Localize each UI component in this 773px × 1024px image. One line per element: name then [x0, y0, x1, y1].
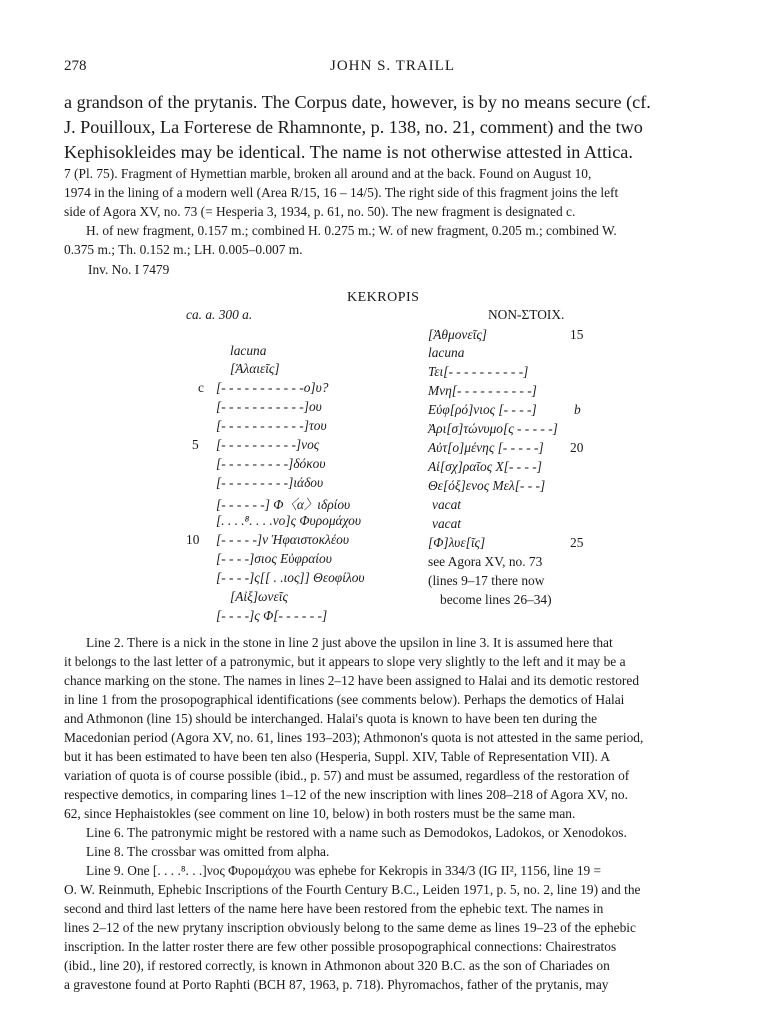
entry-line: 7 (Pl. 75). Fragment of Hymettian marble, broken all around and at the back. Found on August 10,: [64, 166, 592, 181]
inscription-line: [Αἰξ]ωνεῖς: [230, 589, 288, 604]
intro-line: J. Pouilloux, La Forterese de Rhamnonte, p. 138, no. 21, comment) and the two: [64, 117, 643, 137]
commentary-line2: [64, 633, 710, 994]
inscription-line: Μνη[- - - - - - - - - -]: [428, 383, 537, 398]
commentary-text: lines 2–12 of the new prytany inscription obviously belong to the same deme as lines 19–23 of the ephebic: [64, 920, 636, 935]
commentary-text: chance marking on the stone. The names in lines 2–12 have been assigned to Halai and its demotic restored: [64, 673, 640, 688]
commentary-text: O. W. Reinmuth, Ephebic Inscriptions of the Fourth Century B.C., Leiden 1971, p. 5, no. 2, line 19) and the: [64, 882, 641, 897]
commentary-text: in line 1 from the prosopographical identifications (see comments below). Perhaps the demotics of Halai: [64, 692, 625, 707]
commentary-text: Macedonian period (Agora XV, no. 61, lines 193–203); Athmonon's quota is not attested in the same period,: [64, 730, 644, 745]
line-number: 20: [570, 440, 584, 455]
inscription-style: NON-ΣΤΟΙΧ.: [488, 307, 565, 322]
inscription-line: [Φ]λυε[ῖς]: [428, 535, 486, 550]
line-number: c: [198, 380, 204, 395]
commentary-text: (ibid., line 20), if restored correctly, is known in Athmonon about 320 B.C. as the son of Chariades on: [64, 958, 610, 973]
inscription-line: Αἰ[σχ]ραῖος Χ[- - - -]: [428, 459, 542, 474]
commentary-text: but it has been estimated to have been ten also (Hesperia, Suppl. XIV, Table of Representation VII). A: [64, 749, 611, 764]
intro-line: Kephisokleides may be identical. The name is not otherwise attested in Attica.: [64, 142, 633, 162]
entry-line: 1974 in the lining of a modern well (Area R/15, 16 – 14/5). The right side of this fragment joins the left: [64, 185, 619, 200]
inscription-line: lacuna: [428, 345, 465, 360]
entry-description: [64, 164, 710, 259]
inscription-line: [- - - - - - - - -]δόκου: [216, 456, 326, 471]
commentary-text: 62, since Hephaistokles (see comment on line 10, below) in both rosters must be the same man.: [64, 806, 576, 821]
inventory-number: Inv. No. I 7479: [88, 262, 170, 277]
running-head: JOHN S. TRAILL: [330, 58, 455, 74]
intro-paragraph: [64, 90, 710, 165]
commentary-text: Line 9. One [. . . .⁸. . .]νος Φυρομάχου was ephebe for Kekropis in 334/3 (IG II², 1156, line 19 =: [86, 863, 602, 878]
fragment-note: b: [574, 402, 581, 417]
inscription-line: see Agora XV, no. 73: [428, 554, 543, 569]
commentary-text: a gravestone found at Porto Raphti (BCH 87, 1963, p. 718). Phyromachos, father of the prytanis, may: [64, 977, 609, 992]
inscription-title: KEKROPIS: [347, 290, 420, 305]
page-number: 278: [64, 58, 87, 74]
inscription-line: [- - - - - - - - - - -ο]υ?: [216, 380, 329, 395]
commentary-text: and Athmonon (line 15) should be interchanged. Halai's quota is known to have been ten during the: [64, 711, 598, 726]
inscription-line: vacat: [432, 516, 461, 531]
entry-measurements: H. of new fragment, 0.157 m.; combined H. 0.275 m.; W. of new fragment, 0.205 m.; combined W.: [86, 223, 617, 238]
inscription-line: [- - - - - - - - -]ιάδου: [216, 475, 324, 490]
inscription-line: Εὐφ[ρό]νιος [- - - -]: [428, 402, 537, 417]
inscription-line: [- - - -]ς Φ[- - - - - -]: [216, 608, 328, 623]
inscription-line: [Ἀθμονεῖς]: [428, 327, 487, 342]
inscription-line: become lines 26–34): [440, 592, 552, 607]
inscription-line: Ἀρι[σ]τώνυμο[ς - - - - -]: [428, 421, 558, 436]
entry-line: side of Agora XV, no. 73 (= Hesperia 3, 1934, p. 61, no. 50). The new fragment is designated c.: [64, 204, 576, 219]
entry-measurements: 0.375 m.; Th. 0.152 m.; LH. 0.005–0.007 m.: [64, 242, 303, 257]
line-number: 10: [186, 532, 200, 547]
inscription-line: vacat: [432, 497, 461, 512]
inscription-line: Αὐτ[ο]μένης [- - - - -]: [428, 440, 544, 455]
commentary-text: variation of quota is of course possible (ibid., p. 57) and must be assumed, regardless of the restoration of: [64, 768, 630, 783]
commentary-text: second and third last letters of the name here have been restored from the ephebic text. The names in: [64, 901, 604, 916]
inscription-line: [- - - - - - - - - - -]του: [216, 418, 327, 433]
inscription-line: Θε[όξ]ενος Μελ[- - -]: [428, 478, 546, 493]
line-number: 25: [570, 535, 584, 550]
inscription-line: Τει[- - - - - - - - - -]: [428, 364, 529, 379]
inscription-line: lacuna: [230, 343, 267, 358]
commentary-text: inscription. In the latter roster there are few other possible prosopographical connections: Chairestratos: [64, 939, 617, 954]
commentary-line8: Line 8. The crossbar was omitted from alpha.: [86, 844, 330, 859]
commentary-line6: Line 6. The patronymic might be restored with a name such as Demodokos, Ladokos, or Xenodokos.: [86, 825, 627, 840]
inscription-date: ca. a. 300 a.: [186, 307, 253, 322]
commentary-text: it belongs to the last letter of a patronymic, but it appears to slope very slightly to the left and it may be a: [64, 654, 626, 669]
inscription-line: [- - - - - - - - - -]νος: [216, 437, 320, 452]
inscription-line: [- - - - - - - - - - -]ου: [216, 399, 322, 414]
commentary-text: respective demotics, in comparing lines 1–12 of the new inscription with lines 208–218 of Agora XV, no.: [64, 787, 628, 802]
inscription-line: [- - - - -]ν Ἡφαιστοκλέου: [216, 532, 349, 547]
commentary-text: Line 2. There is a nick in the stone in line 2 just above the upsilon in line 3. It is assumed here that: [86, 635, 613, 650]
inscription-line: [Ἁλαιεῖς]: [230, 361, 280, 376]
inscription-line: [. . . .⁸. . . .νο]ς Φυρομάχου: [216, 513, 362, 528]
line-number: 15: [570, 327, 584, 342]
inscription-line: (lines 9–17 there now: [428, 573, 545, 588]
inscription-line: [- - - -]ς[[ . .ιος]] Θεοφίλου: [216, 570, 365, 585]
line-number: 5: [192, 437, 199, 452]
intro-line: a grandson of the prytanis. The Corpus date, however, is by no means secure (cf.: [64, 92, 651, 112]
inscription-line: [- - - - - -] Φ〈α〉ιδρίου: [216, 497, 351, 512]
inscription-line: [- - - -]σιος Εὐφραίου: [216, 551, 332, 566]
